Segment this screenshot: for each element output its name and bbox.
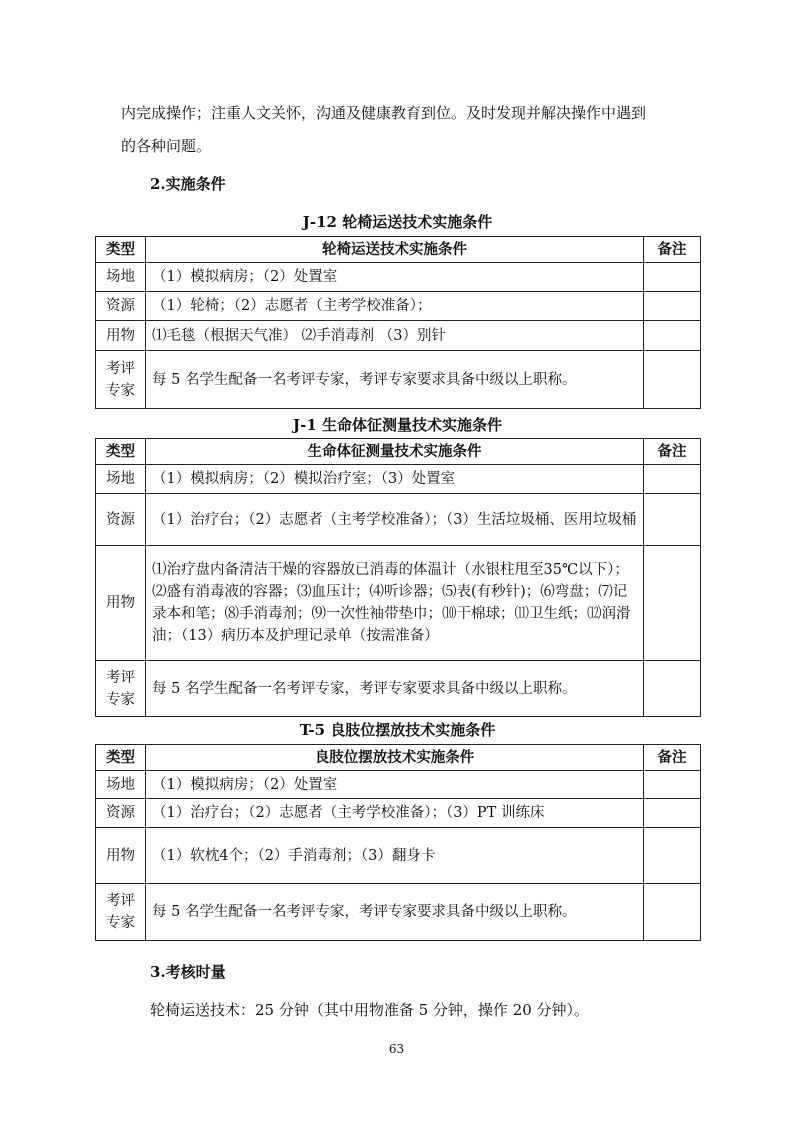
row-note-cell bbox=[644, 321, 701, 351]
row-type-cell: 资源 bbox=[96, 799, 146, 828]
row-type-cell: 场地 bbox=[96, 263, 146, 292]
row-content-cell: 每 5 名学生配备一名考评专家，考评专家要求具备中级以上职称。 bbox=[146, 884, 644, 941]
row-note-cell bbox=[644, 546, 701, 661]
row-note-cell bbox=[644, 292, 701, 321]
table-row bbox=[96, 771, 701, 799]
table-row bbox=[96, 661, 701, 717]
row-content-cell: （1）模拟病房；（2）处置室 bbox=[146, 771, 644, 799]
row-type-cell: 资源 bbox=[96, 292, 146, 321]
row-type-cell: 资源 bbox=[96, 494, 146, 546]
section-2-heading: 2.实施条件 bbox=[150, 175, 226, 193]
table-row bbox=[96, 321, 701, 351]
header-type-cell: 类型 bbox=[96, 745, 146, 771]
row-content-cell: ⑴毛毯（根据天气准） ⑵手消毒剂 （3）别针 bbox=[146, 321, 644, 351]
row-content-cell: （1）治疗台；（2）志愿者（主考学校准备）；（3）PT 训练床 bbox=[146, 799, 644, 828]
row-note-cell bbox=[644, 771, 701, 799]
row-type-cell: 用物 bbox=[96, 546, 146, 661]
table-row bbox=[96, 465, 701, 494]
header-note-cell: 备注 bbox=[644, 745, 701, 771]
row-note-cell bbox=[644, 661, 701, 717]
row-type-cell: 场地 bbox=[96, 465, 146, 494]
row-content-cell: （1）轮椅；（2）志愿者（主考学校准备）； bbox=[146, 292, 644, 321]
row-content-cell: （1）模拟病房；（2）模拟治疗室；（3）处置室 bbox=[146, 465, 644, 494]
row-content-cell: （1）模拟病房；（2）处置室 bbox=[146, 263, 644, 292]
table-row bbox=[96, 799, 701, 828]
intro-line-1: 内完成操作；注重人文关怀，沟通及健康教育到位。及时发现并解决操作中遇到 bbox=[121, 104, 647, 122]
header-content-cell: 良肢位摆放技术实施条件 bbox=[146, 745, 644, 771]
row-content-cell: （1）治疗台；（2）志愿者（主考学校准备）；（3）生活垃圾桶、医用垃圾桶 bbox=[146, 494, 644, 546]
table-1 bbox=[95, 236, 701, 409]
table-3-caption: T-5 良肢位摆放技术实施条件 bbox=[299, 721, 496, 739]
page-number: 63 bbox=[388, 1042, 405, 1056]
header-content-cell: 轮椅运送技术实施条件 bbox=[146, 237, 644, 263]
header-content-cell: 生命体征测量技术实施条件 bbox=[146, 439, 644, 465]
header-type-cell: 类型 bbox=[96, 237, 146, 263]
row-content-cell: 每 5 名学生配备一名考评专家，考评专家要求具备中级以上职称。 bbox=[146, 351, 644, 409]
row-type-cell: 用物 bbox=[96, 828, 146, 884]
header-note-cell: 备注 bbox=[644, 237, 701, 263]
row-type-cell: 考评专家 bbox=[96, 884, 146, 941]
table-row bbox=[96, 494, 701, 546]
table-2-caption: J-1 生命体征测量技术实施条件 bbox=[293, 416, 502, 434]
table-row bbox=[96, 351, 701, 409]
row-note-cell bbox=[644, 351, 701, 409]
header-type-cell: 类型 bbox=[96, 439, 146, 465]
table-header-row bbox=[96, 237, 701, 263]
row-content-cell: ⑴治疗盘内备清洁干燥的容器放已消毒的体温计（水银柱甩至35℃以下）；⑵盛有消毒液的容器；⑶血压计；⑷听诊器；⑸表(有秒针)；⑹弯盘；⑺记录本和笔；⑻手消毒剂；⑼一次性袖带垫巾；⑽干棉球；⑾卫生纸；⑿润滑油；（13）病历本及护理记录单（按需准备） bbox=[146, 546, 644, 661]
row-type-cell: 考评专家 bbox=[96, 661, 146, 717]
row-note-cell bbox=[644, 263, 701, 292]
table-row bbox=[96, 884, 701, 941]
row-content-cell: 每 5 名学生配备一名考评专家，考评专家要求具备中级以上职称。 bbox=[146, 661, 644, 717]
duration-text: 轮椅运送技术：25 分钟（其中用物准备 5 分钟，操作 20 分钟）。 bbox=[150, 1001, 590, 1019]
table-3 bbox=[95, 744, 701, 941]
table-2 bbox=[95, 438, 701, 717]
table-row bbox=[96, 828, 701, 884]
row-note-cell bbox=[644, 884, 701, 941]
row-note-cell bbox=[644, 828, 701, 884]
section-3-heading: 3.考核时量 bbox=[150, 963, 226, 981]
table-1-caption: J-12 轮椅运送技术实施条件 bbox=[302, 213, 493, 231]
header-note-cell: 备注 bbox=[644, 439, 701, 465]
intro-line-2: 的各种问题。 bbox=[121, 137, 212, 155]
row-type-cell: 场地 bbox=[96, 771, 146, 799]
row-type-cell: 考评专家 bbox=[96, 351, 146, 409]
table-row bbox=[96, 263, 701, 292]
table-header-row bbox=[96, 745, 701, 771]
row-note-cell bbox=[644, 494, 701, 546]
row-type-cell: 用物 bbox=[96, 321, 146, 351]
table-header-row bbox=[96, 439, 701, 465]
row-note-cell bbox=[644, 465, 701, 494]
table-row bbox=[96, 292, 701, 321]
row-content-cell: （1）软枕4个；（2）手消毒剂；（3）翻身卡 bbox=[146, 828, 644, 884]
table-row bbox=[96, 546, 701, 661]
row-note-cell bbox=[644, 799, 701, 828]
